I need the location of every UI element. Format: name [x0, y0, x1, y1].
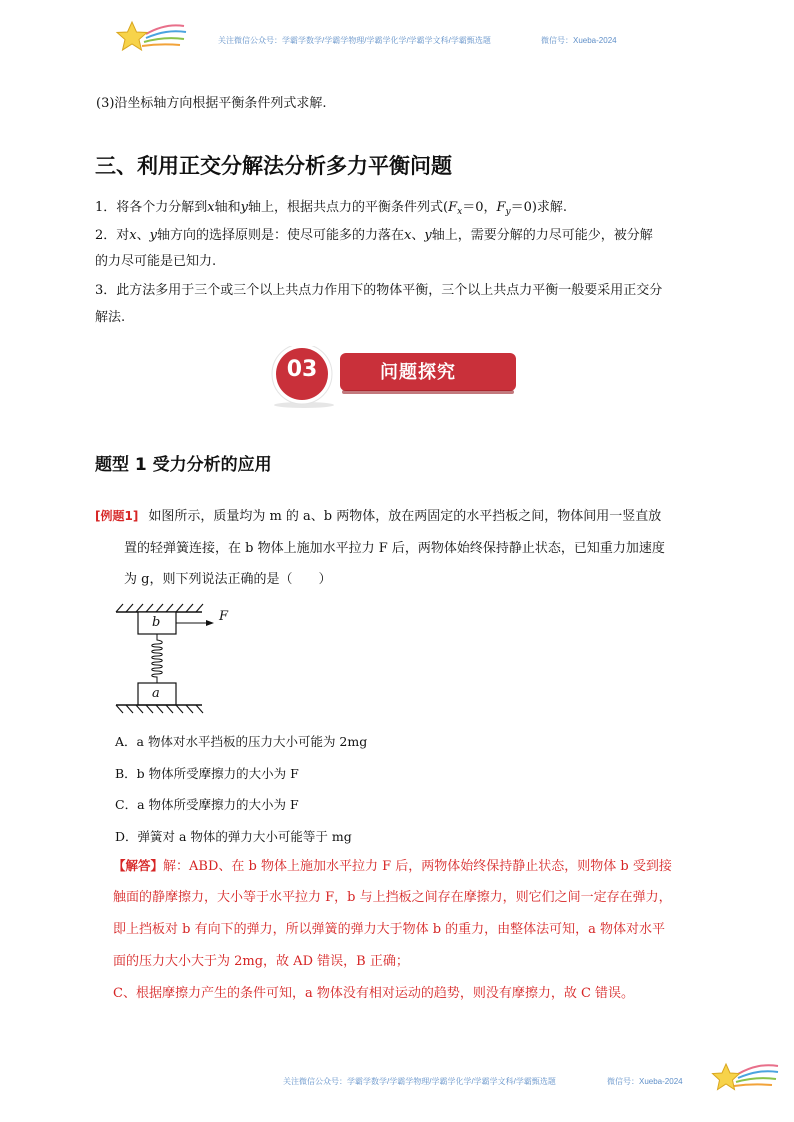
header-notice: 关注微信公众号：学霸学数学/学霸学物理/学霸学化学/学霸学文科/学霸甄选题 [218, 36, 491, 45]
example-tag: [例题1] [95, 509, 139, 523]
figure-label-a: a [152, 686, 160, 701]
option-a: A．a 物体对水平挡板的压力大小可能为 2mg [115, 734, 368, 749]
star-logo-icon [112, 14, 188, 58]
option-d: D．弹簧对 a 物体的弹力大小可能等于 mg [115, 829, 352, 844]
answer-line-2: 触面的静摩擦力，大小等于水平拉力 F，b 与上挡板之间存在摩擦力，则它们之间一定存在弹力， [113, 890, 672, 905]
figure-label-F: F [219, 609, 229, 624]
point-1: 1．将各个力分解到x轴和y轴上，根据共点力的平衡条件列式($F_x=0$，$F_y=0$)求解. [95, 200, 568, 217]
star-footer-icon [708, 1058, 780, 1098]
example-line-1: [例题1] 如图所示，质量均为 m 的 a、b 两物体，放在两固定的水平挡板之间，物体间用一竖直放 [95, 509, 662, 524]
option-c: C．a 物体所受摩擦力的大小为 F [115, 797, 299, 812]
header-wechat: 微信号：Xueba-2024 [541, 36, 617, 45]
point-3: 3．此方法多用于三个或三个以上共点力作用下的物体平衡，三个以上共点力平衡一般要采用正交分 [95, 283, 663, 298]
point-3-line-2: 解法. [95, 310, 126, 325]
point-2: 2．对x、y轴方向的选择原则是：使尽可能多的力落在x、y轴上，需要分解的力尽可能少，被分解 [95, 228, 653, 243]
answer-line-4: 面的压力大小大于为 2mg，故 AD 错误，B 正确； [113, 954, 409, 969]
physics-figure [110, 600, 240, 718]
footer-notice: 关注微信公众号：学霸学数学/学霸学物理/学霸学化学/学霸学文科/学霸甄选题 [283, 1077, 556, 1086]
point-2-line-2: 的力尽可能是已知力. [95, 254, 217, 269]
answer-line-3: 即上挡板对 b 有向下的弹力，所以弹簧的弹力大于物体 b 的重力，由整体法可知，a 物体对水平 [113, 922, 666, 937]
example-line-3: 为 g，则下列说法正确的是（ ） [124, 572, 332, 587]
answer-tag: 【解答】 [113, 858, 164, 873]
footer-wechat: 微信号：Xueba-2024 [607, 1077, 683, 1086]
banner-number: 03 [286, 357, 318, 382]
answer-line-1: 【解答】解：ABD、在 b 物体上施加水平拉力 F 后，两物体始终保持静止状态，则物体 b 受到接 [113, 858, 672, 874]
section-banner [270, 346, 520, 408]
example-line-2: 置的轻弹簧连接，在 b 物体上施加水平拉力 F 后，两物体始终保持静止状态，已知重力加速度 [124, 541, 665, 556]
type-title: 题型 1 受力分析的应用 [95, 455, 272, 475]
banner-title: 问题探究 [380, 362, 456, 383]
intro-line: (3)沿坐标轴方向根据平衡条件列式求解. [96, 96, 327, 111]
option-b: B．b 物体所受摩擦力的大小为 F [115, 766, 299, 781]
section-title: 三、利用正交分解法分析多力平衡问题 [95, 154, 452, 178]
answer-line-5: C、根据摩擦力产生的条件可知，a 物体没有相对运动的趋势，则没有摩擦力，故 C 错误。 [113, 986, 635, 1001]
figure-label-b: b [152, 615, 161, 630]
